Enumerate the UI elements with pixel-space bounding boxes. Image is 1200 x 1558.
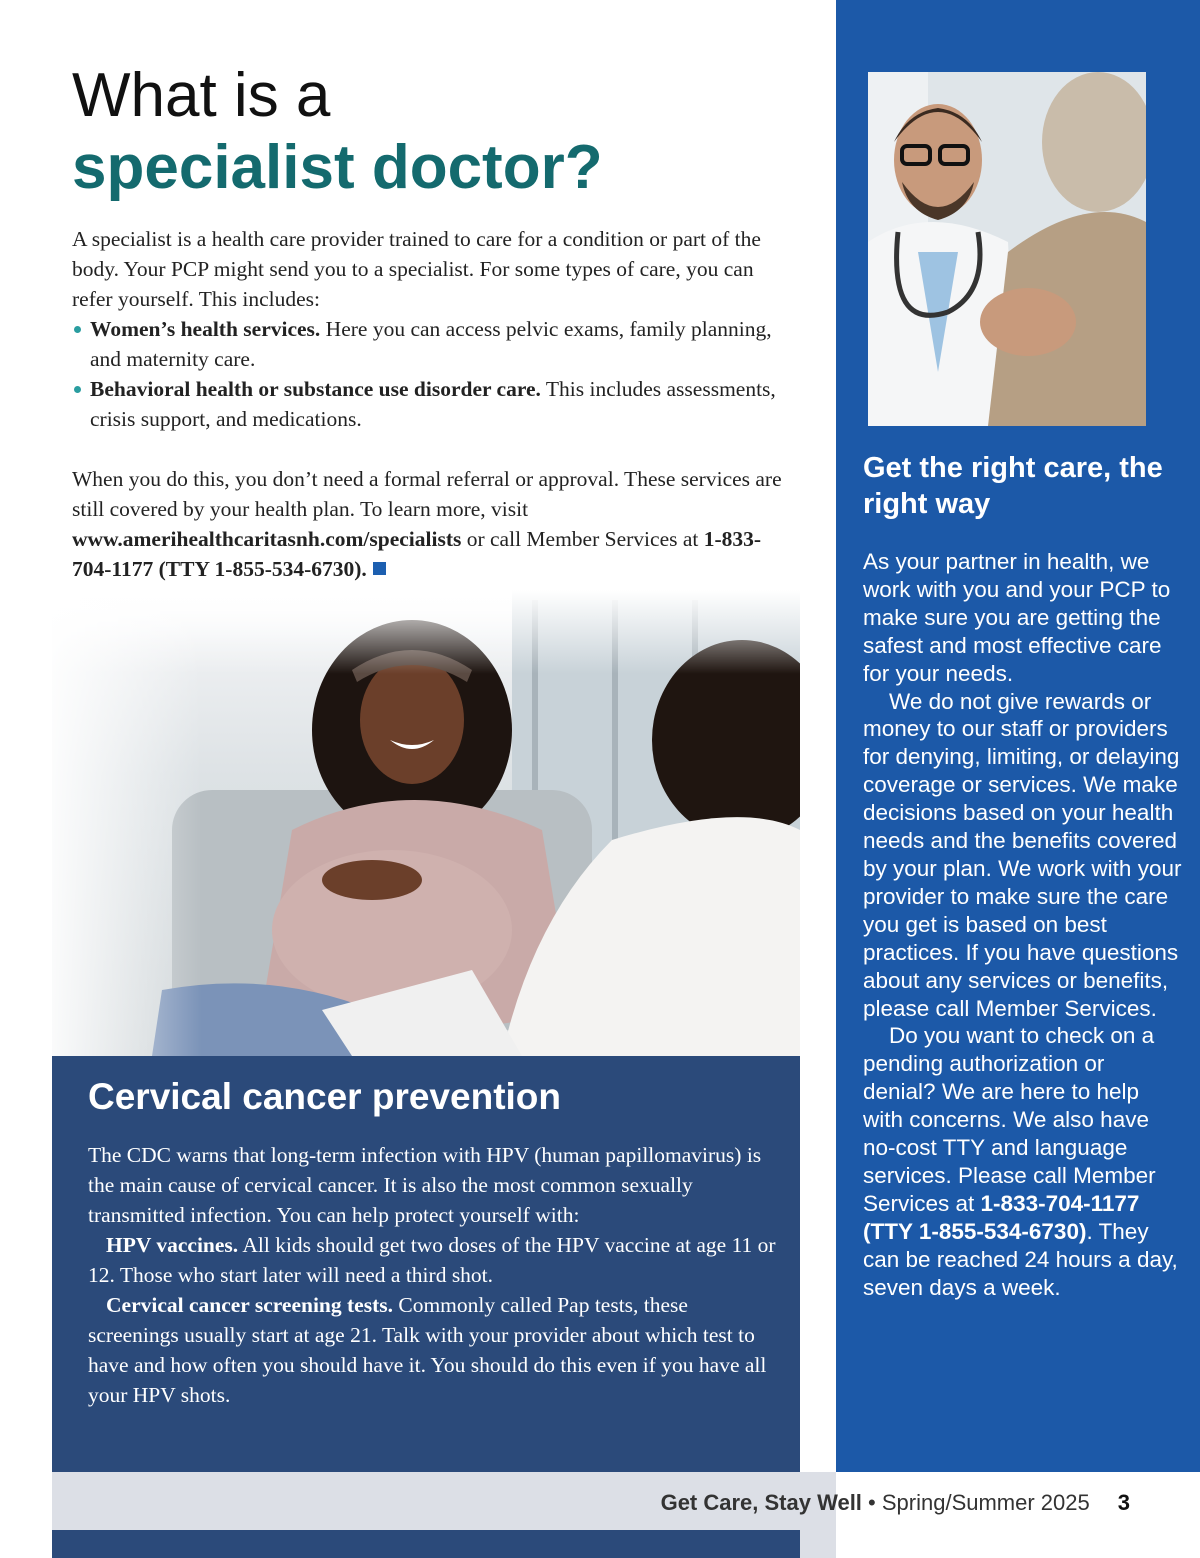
cervical-heading: Cervical cancer prevention bbox=[88, 1076, 561, 1117]
footer-bottom-bar bbox=[52, 1530, 800, 1558]
bullet-bold: Women’s health services. bbox=[90, 317, 321, 341]
end-mark-icon bbox=[373, 562, 386, 575]
list-item bbox=[72, 314, 792, 374]
list-item bbox=[72, 374, 792, 434]
bullet-bold: Behavioral health or substance use disorder care. bbox=[90, 377, 541, 401]
hpv-vaccines-paragraph: HPV vaccines. All kids should get two doses of the HPV vaccine at age 11 or 12. Those who start later will need a third shot. bbox=[88, 1233, 776, 1287]
issue-label: Spring/Summer 2025 bbox=[881, 1490, 1090, 1515]
sidebar-phone: 1-833-704-1177 (TTY 1-855-534-6730) bbox=[863, 1190, 1140, 1244]
member-services-phone: 1-833-704-1177 (TTY 1-855-534-6730). bbox=[72, 527, 762, 581]
photo-doctor-patient bbox=[868, 72, 1146, 426]
page-title-line2: specialist doctor? bbox=[72, 133, 603, 202]
sidebar-paragraph: Do you want to check on a pending authorization or denial? We are here to help with concerns. We also have no-cost TTY and language services. Please call Member Services at 1-833-704-1177 (TTY 1-855-534-6730). They can be reached 24 hours a day, seven days a week. bbox=[863, 1023, 1178, 1300]
screening-paragraph: Cervical cancer screening tests. Commonly called Pap tests, these screenings usually start at age 21. Talk with your provider about which test to have and how often you should have it. You should do this even if you have all your HPV shots. bbox=[88, 1293, 767, 1407]
bullet-icon bbox=[74, 326, 81, 333]
specialists-link[interactable]: www.amerihealthcaritasnh.com/specialists bbox=[72, 527, 462, 551]
cervical-body bbox=[88, 1140, 778, 1410]
bullet-icon bbox=[74, 386, 81, 393]
intro-paragraph: A specialist is a health care provider trained to care for a condition or part of the body. Your PCP might send you to a specialist. For some types of care, you can refer yourself. This includes: bbox=[72, 227, 761, 311]
referral-paragraph: When you do this, you don’t need a formal referral or approval. These services are still covered by your health plan. To learn more, visit www.amerihealthcaritasnh.com/specialists or call Member Services at 1-833-704-1177 (TTY 1-855-534-6730). bbox=[72, 467, 782, 581]
bullet-text: This includes assessments, crisis support, and medications. bbox=[90, 377, 776, 431]
sidebar-paragraph: As your partner in health, we work with you and your PCP to make sure you are getting the safest and most effective care for your needs. bbox=[863, 549, 1171, 686]
footer-separator: • bbox=[861, 1490, 882, 1515]
bullet-list bbox=[72, 314, 792, 434]
photo-pregnant-patient bbox=[52, 590, 800, 1056]
sidebar-body bbox=[863, 548, 1183, 1301]
sidebar-heading: Get the right care, the right way bbox=[863, 452, 1163, 520]
page-number: 3 bbox=[1117, 1490, 1130, 1515]
cervical-cancer-box bbox=[52, 1056, 800, 1472]
footer bbox=[661, 1490, 1130, 1516]
sidebar-paragraph: We do not give rewards or money to our staff or providers for denying, limiting, or delaying coverage or services. We make decisions based on your health needs and the benefits covered by your plan. We work with your provider to make sure the care you get is based on best practices. If you have questions about any services or benefits, please call Member Services. bbox=[863, 688, 1182, 1021]
intro-section bbox=[72, 224, 792, 584]
cervical-paragraph: The CDC warns that long-term infection with HPV (human papillomavirus) is the main cause of cervical cancer. It is also the most common sexually transmitted infection. You can help protect yourself with: bbox=[88, 1143, 762, 1227]
publication-name: Get Care, Stay Well bbox=[660, 1490, 862, 1515]
page-title-line1: What is a bbox=[72, 61, 331, 130]
bullet-text: Here you can access pelvic exams, family planning, and maternity care. bbox=[90, 317, 772, 371]
